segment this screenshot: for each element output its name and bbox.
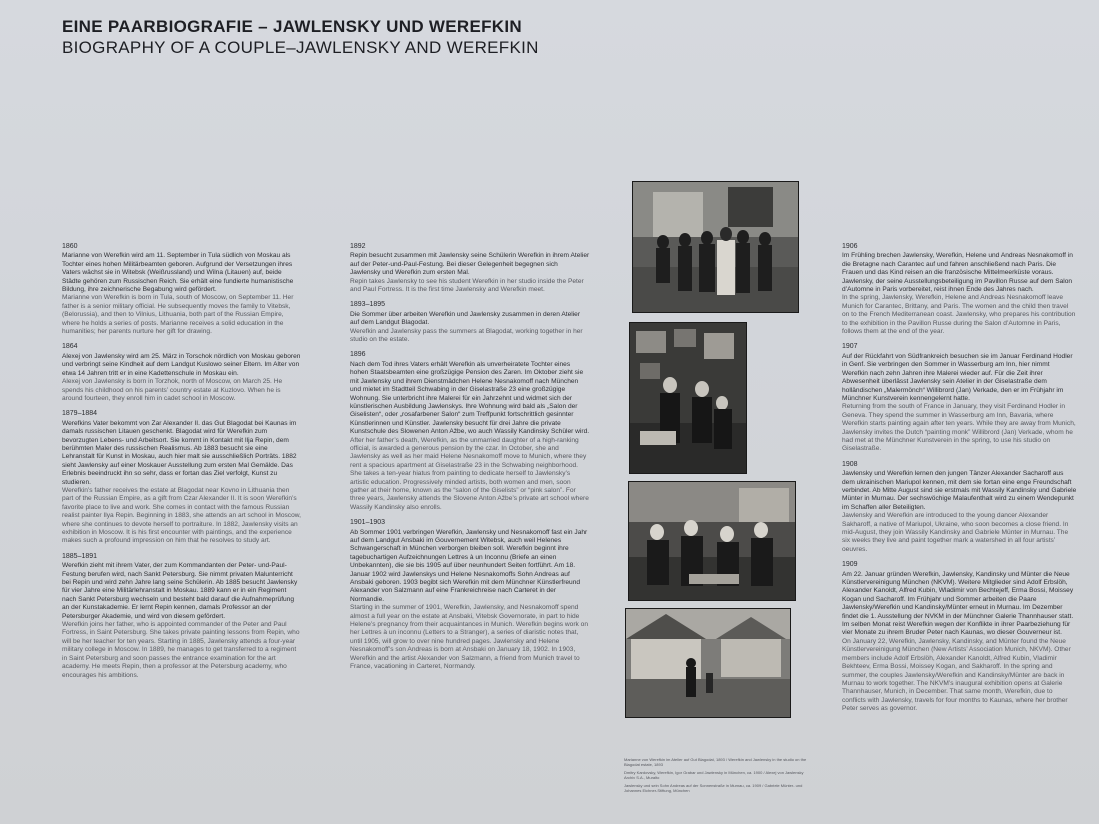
- murnau-street-photo: [625, 608, 791, 718]
- timeline-text-german: Im Frühling brechen Jawlensky, Werefkin, Helene und Andreas Nesnakomoff in die Bretagne nach Carantec auf und fahren anschließend nach Paris. Die Frauen und das Kind reisen an die französische Mittelmeerküste voraus. Jawlensky, der seine Ausstellungsbeteiligung im Pavillon Russe auf dem Salon d’Automne in Paris vorbereitet, reist ihnen Ende des Jahres nach.: [842, 252, 1073, 294]
- timeline-text-english: In the spring, Jawlensky, Werefkin, Helene and Andreas Nesnakomoff leave Munich for Carantec, Brittany, and Paris. The women and the child then travel on to the French Mediterranean coast. Jawlensky, who prepares his contribution to the exhibition in the Pavillon Russe during the Salon d’Automne in Paris, follows them at the end of the year.: [842, 294, 1076, 336]
- timeline-text-english: After her father’s death, Werefkin, as the unmarried daughter of a high-ranking official, is awarded a generous pension by the czar. In October, she and Jawlensky as well as her maid Helene Nesnakomoff move to Munich, where they rent a spacious apartment at Giselastraße 23 in the Schwabing neighborhood. She takes a ten-year hiatus from painting to dedicate herself to Jawlensky’s artistic education. Progressively minded artists, both women and men, soon gather at their home, known as the “salon of the Giselists” or “pink salon”. For three years, Jawlensky attends the Slovene Anton Ažbe’s private art school where Wassily Kandinsky also enrolls.: [350, 436, 589, 511]
- timeline-text-german: Werefkins Vater bekommt von Zar Alexander II. das Gut Blagodat bei Kaunas im damals russischen Litauen geschenkt. Blagodat wird für Werefkin zum bevorzugten Lebens- und Arbeitsort. Sie kommt in Kontakt mit Ilja Repin, dem berühmten Maler des russischen Realismus. Ab 1883 besucht sie eine Lehranstalt für Kunst in Moskau, auch hier malt sie ausschließlich Porträts. 1882 sieht Jawlensky auf einer Moskauer Ausstellung zum ersten Mal Gemälde. Das Erlebnis beeindruckt ihn so sehr, dass er fortan das Ziel verfolgt, Kunst zu studieren.: [62, 419, 297, 486]
- timeline-text-english: Werefkin joins her father, who is appointed commander of the Peter and Paul Fortress, in Saint Petersburg. She takes private painting lessons from Repin, who will be her teacher for ten years. Starting in 1885, Jawlensky attends a four-year military college in Moscow. In 1889, he manages to get transferred to a regiment in Saint Petersburg and soon passes the entrance examination for the art academy. He meets Repin, then a professor at the Petersburg academy, who encourages his ambitions.: [62, 621, 300, 679]
- title-english: BIOGRAPHY OF A COUPLE–JAWLENSKY AND WEREFKIN: [62, 38, 539, 57]
- timeline-year: 1909: [842, 561, 858, 569]
- timeline-year: 1892: [350, 243, 366, 250]
- photo-caption: Marianne von Werefkin im Atelier auf Gut Blagodat, 1893 / Werefkin and Jawlensky in the studio on the Blagodat estate, 1893: [624, 757, 807, 767]
- timeline-text-english: Werefkin and Jawlensky pass the summers at Blagodat, working together in her studio on the estate.: [350, 327, 583, 344]
- timeline-entry: [842, 461, 1077, 554]
- timeline-text-german: Jawlensky und Werefkin lernen den jungen Tänzer Alexander Sacharoff aus dem ukrainischen Mariupol kennen, mit dem sie fortan eine enge Freundschaft verbindet. Ab Mitte August sind sie erstmals mit Wassily Kandinsky und Gabriele Münter in Murnau. Der sechswöchige Malaufenthalt wird zu einem Wendepunkt im Schaffen aller Beteiligten.: [842, 470, 1077, 511]
- timeline-text-german: Alexej von Jawlensky wird am 25. März in Torschok nördlich von Moskau geboren und verbringt seine Kindheit auf dem Landgut Kuslowo seiner Eltern. Im Alter von etwa 14 Jahren tritt er in eine Kadettenschule in Moskau ein.: [62, 352, 301, 377]
- salon-gathering-photo: [628, 481, 796, 601]
- timeline-year: 1906: [842, 243, 858, 250]
- timeline-year: 1907: [842, 343, 858, 351]
- timeline-column-2: [350, 243, 590, 679]
- group-photo-estate: [632, 181, 799, 313]
- timeline-entry: [842, 243, 1077, 336]
- timeline-year: 1908: [842, 460, 858, 468]
- timeline-entry: [62, 343, 302, 403]
- timeline-text-german: Werefkin zieht mit ihrem Vater, der zum Kommandanten der Peter- und-Paul-Festung berufen wird, nach Sankt Petersburg. Sie nimmt privaten Malunterricht bei Repin und wird zehn Jahre lang seine Schülerin. Ab 1885 besucht Jawlensky für vier Jahre eine Militärlehranstalt in Moskau. 1889 kann er in ein Regiment nach Sankt Petersburg wechseln und besteht bald darauf die Aufnahmeprüfung an der Kunstakademie. Er lernt Repin kennen, damals Professor an der Petersburger Akademie, und wird von diesem gefördert.: [62, 562, 298, 620]
- timeline-text-german: Marianne von Werefkin wird am 11. September in Tula südlich von Moskau als Tochter eines hohen Militärbeamten geboren. Aufgrund der Versetzungen ihres Vaters wächst sie in Witebsk (Weißrussland) und Wilna (Litauen) auf, beide Städte gehören zum Russischen Reich. Sie erhält eine fundierte humanistische Bildung, ihre zeichnerische Begabung wird gefördert.: [62, 252, 294, 294]
- timeline-text-english: Returning from the south of France in January, they visit Ferdinand Hodler in Geneva. They spend the summer in Wasserburg am Inn, Bavaria, where Werefkin starts painting again after ten years. While they are away from Munich, Jawlensky invites the Dutch “painting monk” Willibrord (Jan) Verkade, whom he had met at the Münchner Kunstverein in the spring, to use his studio on Giselastraße.: [842, 403, 1076, 453]
- timeline-year: 1864: [62, 343, 78, 351]
- timeline-entry: [350, 519, 590, 671]
- timeline-text-german: Die Sommer über arbeiten Werefkin und Jawlensky zusammen in deren Atelier auf dem Landgut Blagodat.: [350, 310, 581, 327]
- timeline-year: 1860: [62, 243, 78, 250]
- studio-interior-photo: [629, 322, 747, 474]
- timeline-text-english: Repin takes Jawlensky to see his student Werefkin in her studio inside the Peter and Paul Fortress. It is the first time Jawlensky and Werefkin meet.: [350, 277, 584, 294]
- timeline-text-english: Jawlensky and Werefkin are introduced to the young dancer Alexander Sakharoff, a native of Mariupol, Ukraine, who soon becomes a close friend. In mid-August, they join Wassily Kandinsky and Gabriele Münter in Murnau. The six weeks they live and paint together mark a watershed in all four artists’ oeuvres.: [842, 512, 1069, 553]
- timeline-text-german: Am 22. Januar gründen Werefkin, Jawlensky, Kandinsky und Münter die Neue Künstlervereinigung München (NKVM). Weitere Mitglieder sind Adolf Erbslöh, Alexander Kanoldt, Alfred Kubin, Wladimir von Bechtejeff, Erma Bossi, Moissey Kogan und Sacharoff. Im Frühjahr und Sommer arbeiten die Paare Jawlensky/Werefkin und Kandinsky/Münter erneut in Murnau. Im Dezember findet die 1. Ausstellung der NVKM in der Münchner Galerie Thannhauser statt. Im selben Monat reist Werefkin wegen der Konflikte in ihrer Paarbeziehung für vier Monate zu ihrem Bruder Peter nach Kaunas, wo dieser Gouverneur ist.: [842, 570, 1074, 637]
- timeline-year: 1885–1891: [62, 552, 98, 560]
- timeline-text-german: Repin besucht zusammen mit Jawlensky seine Schülerin Werefkin in ihrem Atelier auf der Peter-und-Paul-Festung. Bei dieser Gelegenheit begegnen sich Jawlensky und Werefkin zum ersten Mal.: [350, 252, 590, 277]
- timeline-entry: [62, 243, 302, 336]
- timeline-column-1: [62, 243, 302, 687]
- timeline-entry: [62, 410, 302, 546]
- timeline-text-english: Werefkin’s father receives the estate at Blagodat near Kovno in Lithuania then part of the Russian Empire, as a gift from Czar Alexander II. It is soon Werefkin’s favorite place to live and work. She comes in contact with the famous Russian realist painter Ilya Repin. Beginning in 1883, she attends an art school in Moscow, where she continues to devote herself to portraiture. In 1882, Jawlensky visits an exhibition in Moscow. It is his first encounter with paintings, and the experience makes such a profound impression on him that he resolves to study art.: [62, 486, 301, 545]
- timeline-column-3: [842, 243, 1077, 721]
- photo-captions: [624, 757, 814, 796]
- timeline-entry: [350, 351, 590, 512]
- timeline-text-english: Starting in the summer of 1901, Werefkin, Jawlensky, and Nesnakomoff spend almost a full year on the estate at Ansbaki, Vitebsk Governorate, in part to hide Helene’s pregnancy from their acquaintances in Munich. Werefkin begins work on her Lettres à un inconnu (Letters to a Stranger), a series of diaristic notes that, until 1905, will grow to over nine hundred pages. Jawlensky and Helene Nesnakomoff’s son Andreas is born at Ansbaki on January 18, 1902. In 1903, Werefkin and the artist Alexander von Salzmann, a friend from Munich travel to France, vacationing in Carteret, Normandy.: [350, 604, 588, 671]
- timeline-entry: [350, 243, 590, 294]
- timeline-entry: [842, 561, 1077, 713]
- timeline-year: 1893–1895: [350, 301, 386, 309]
- timeline-text-english: Marianne von Werefkin is born in Tula, south of Moscow, on September 11. Her father is a senior military official. He subsequently moves the family to Vitebsk, (Belorussia), and then to Vilnius, Lithuania, both part of the Russian Empire, where he holds a series of posts. Marianne receives a solid education in the humanities; her parents nurture her gift for drawing.: [62, 294, 294, 336]
- title-german: EINE PAARBIOGRAFIE – JAWLENSKY UND WEREFKIN: [62, 17, 522, 36]
- timeline-entry: [350, 301, 590, 344]
- timeline-year: 1901–1903: [350, 519, 386, 527]
- timeline-year: 1896: [350, 351, 366, 359]
- timeline-entry: [842, 343, 1077, 453]
- title-block: [62, 16, 539, 58]
- timeline-year: 1879–1884: [62, 410, 98, 418]
- timeline-entry: [62, 553, 302, 680]
- timeline-text-german: Ab Sommer 1901 verbringen Werefkin, Jawlensky und Nesnakomoff fast ein Jahr auf dem Landgut Ansbaki im Gouvernement Witebsk, auch weil Helenes Schwangerschaft in München verborgen bleiben soll. Werefkin beginnt ihre tagebuchartigen Aufzeichnungen Lettres à un Inconnu (Briefe an einen Unbekannten), die sie bis 1905 auf über neunhundert Seiten fortführt. Am 18. Januar 1902 wird Jawlenskys und Helene Nesnakomoffs Sohn Andreas auf Ansbaki geboren. 1903 begibt sich Werefkin mit dem Münchner Künstlerfreund Alexander von Salzmann auf eine Frankreichreise nach Carteret in der Normandie.: [350, 528, 588, 603]
- timeline-text-german: Auf der Rückfahrt von Südfrankreich besuchen sie im Januar Ferdinand Hodler in Genf. Sie verbringen den Sommer in Wasserburg am Inn, hier nimmt Werefkin nach zehn Jahren ihre Malerei wieder auf. Für die Zeit ihrer Abwesenheit überlässt Jawlensky sein Atelier in der Giselastraße dem holländischen „Malermönch“ Willibrord (Jan) Verkade, den er im Frühjahr im Münchner Kunstverein kennengelernt hatte.: [842, 352, 1073, 402]
- timeline-text-german: Nach dem Tod ihres Vaters erhält Werefkin als unverheiratete Tochter eines hohen Staatsbeamten eine großzügige Pension des Zaren. Im Oktober zieht sie mit Jawlensky und ihrem Dienstmädchen Helene Nesnakomoff nach München und mietet im Stadtteil Schwabing in der Giselastraße 23 eine großzügige Wohnung. Sie unterbricht ihre Malerei für ein Jahrzehnt und widmet sich der künstlerischen Ausbildung Jawlenskys. Ihre Wohnung wird bald als „Salon der Giselisten“, oder „rosafarbener Salon“ zum Treffpunkt fortschrittlich gesinnter Künstlerinnen und Künstler. Jawlensky besucht für drei Jahre die private Kunstschule des Slowenen Anton Ažbe, wo auch Wassily Kandinsky Schüler wird.: [350, 360, 590, 436]
- timeline-text-english: On January 22, Werefkin, Jawlensky, Kandinsky, and Münter found the Neue Künstlervereinigung München (New Artists’ Association Munich, NKVM). Other members include Adolf Erbslöh, Alexander Kanoldt, Alfred Kubin, Vladimir Bekhteev, Erma Bossi, Moissey Kogan, and Sakharoff. In the spring and summer, the couples Jawlensky/Werefkin and Kandinsky/Münter are back in Murnau to work together. The NKVM’s inaugural exhibition opens at Galerie Thannhauser, Munich, in December. That same month, Werefkin, due to conflicts with Jawlensky, travels for four months to Kaunas, where her brother Peter serves as governor.: [842, 637, 1071, 713]
- photo-caption: Jawlensky und sein Sohn Andreas auf der Sonnenstraße in Murnau, ca. 1909 / Gabriele Münter- und Johannes Eichner-Stiftung, München: [624, 783, 803, 793]
- timeline-text-english: Alexej von Jawlensky is born in Torzhok, north of Moscow, on March 25. He spends his childhood on his parents’ country estate at Kuzlovo. When he is around fourteen, they enroll him in cadet school in Moscow.: [62, 378, 283, 402]
- photo-caption: Dmitry Kardovsky, Werefkin, Igor Grabar und Jawlensky in München, ca. 1900 / Alexej von Jawlensky Archiv S.A., Muralto: [624, 770, 804, 780]
